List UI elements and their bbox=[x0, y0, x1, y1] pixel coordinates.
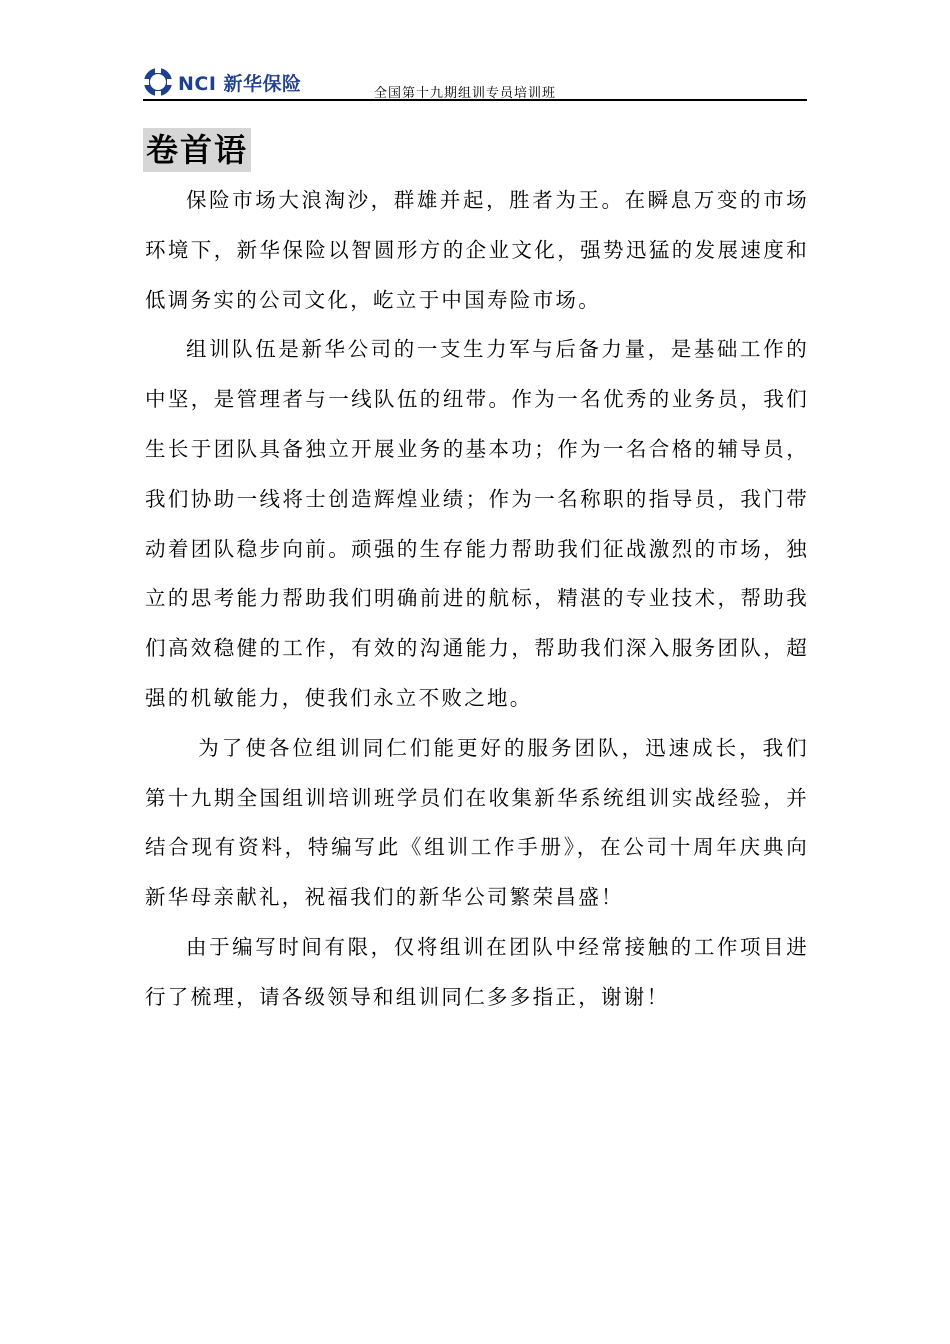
company-logo bbox=[143, 66, 302, 98]
paragraph: 保险市场大浪淘沙，群雄并起，胜者为王。在瞬息万变的市场环境下，新华保险以智圆形方的企业文化，强势迅猛的发展速度和低调务实的公司文化，屹立于中国寿险市场。 bbox=[145, 188, 809, 312]
header-title: 全国第十九期组训专员培训班 bbox=[374, 86, 557, 101]
document-body bbox=[145, 176, 809, 1023]
page-header bbox=[143, 66, 807, 100]
nci-logo-icon bbox=[143, 67, 173, 97]
paragraph: 组训队伍是新华公司的一支生力军与后备力量，是基础工作的中坚，是管理者与一线队伍的纽带。作为一名优秀的业务员，我们生长于团队具备独立开展业务的基本功；作为一名合格的辅导员，我们协助一线将士创造辉煌业绩；作为一名称职的指导员，我门带动着团队稳步向前。顽强的生存能力帮助我们征战激烈的市场，独立的思考能力帮助我们明确前进的航标，精湛的专业技术，帮助我们高效稳健的工作，有效的沟通能力，帮助我们深入服务团队，超强的机敏能力，使我们永立不败之地。 bbox=[145, 337, 809, 710]
paragraph: 由于编写时间有限，仅将组训在团队中经常接触的工作项目进行了梳理，请各级领导和组训同仁多多指正，谢谢！ bbox=[145, 934, 809, 1009]
paragraph: 为了使各位组训同仁们能更好的服务团队，迅速成长，我们第十九期全国组训培训班学员们在收集新华系统组训实战经验，并结合现有资料，特编写此《组训工作手册》，在公司十周年庆典向新华母亲献礼，祝福我们的新华公司繁荣昌盛！ bbox=[145, 735, 809, 910]
logo-text: NCI 新华保险 bbox=[178, 72, 302, 95]
header-divider bbox=[143, 99, 807, 101]
document-title: 卷首语 bbox=[143, 128, 251, 172]
